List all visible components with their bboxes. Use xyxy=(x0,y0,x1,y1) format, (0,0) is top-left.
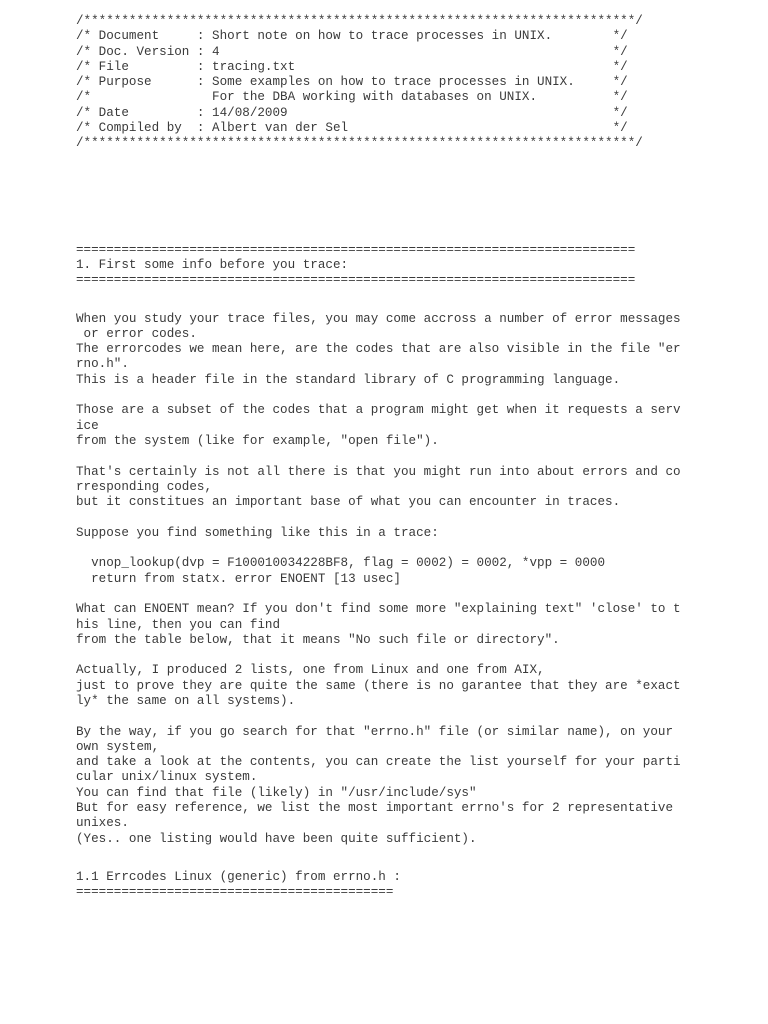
paragraph-line: his line, then you can find xyxy=(76,617,281,632)
paragraph-line: You can find that file (likely) in "/usr/include/sys" xyxy=(76,785,477,800)
paragraph-line: from the system (like for example, "open file"). xyxy=(76,433,439,448)
paragraph-line: rno.h". xyxy=(76,357,129,372)
paragraph-3 xyxy=(76,465,756,511)
paragraph-line: just to prove they are quite the same (there is no garantee that they are *exact xyxy=(76,678,681,693)
paragraph-line: Actually, I produced 2 lists, one from Linux and one from AIX, xyxy=(76,663,545,678)
section-1-heading xyxy=(76,243,756,289)
document-page xyxy=(76,14,756,901)
section-title: 1. First some info before you trace: xyxy=(76,257,349,272)
code-line: return from statx. error ENOENT [13 usec] xyxy=(76,571,401,586)
paragraph-line: By the way, if you go search for that "errno.h" file (or similar name), on your xyxy=(76,724,674,739)
paragraph-line: or error codes. xyxy=(76,326,197,341)
paragraph-line: Suppose you find something like this in a trace: xyxy=(76,525,439,540)
paragraph-5 xyxy=(76,602,756,648)
paragraph-line: Those are a subset of the codes that a program might get when it requests a serv xyxy=(76,403,681,418)
paragraph-1 xyxy=(76,312,756,388)
blank-line xyxy=(76,449,756,464)
blank-line xyxy=(76,510,756,525)
paragraph-line: But for easy reference, we list the most important errno's for 2 representative xyxy=(76,801,674,816)
header-date-line: /* Date : 14/08/2009 */ xyxy=(76,105,628,120)
paragraph-line: What can ENOENT mean? If you don't find some more "explaining text" 'close' to t xyxy=(76,602,681,617)
paragraph-line: (Yes.. one listing would have been quite sufficient). xyxy=(76,831,477,846)
blank-line xyxy=(76,541,756,556)
paragraph-line: ly* the same on all systems). xyxy=(76,693,296,708)
paragraph-line: and take a look at the contents, you can create the list yourself for your parti xyxy=(76,755,681,770)
blank-line xyxy=(76,587,756,602)
header-border-bottom: /*************************************************************************/ xyxy=(76,136,643,151)
section-rule-bottom: ========================================================================== xyxy=(76,273,636,288)
section-rule-top: ========================================================================== xyxy=(76,242,636,257)
paragraph-line: rresponding codes, xyxy=(76,479,213,494)
paragraph-line: unixes. xyxy=(76,816,129,831)
header-purpose-line-2: /* For the DBA working with databases on UNIX. */ xyxy=(76,90,628,105)
trace-code-sample xyxy=(76,556,756,587)
spacer xyxy=(76,847,756,870)
blank-line xyxy=(76,709,756,724)
code-line: vnop_lookup(dvp = F100010034228BF8, flag = 0002) = 0002, *vpp = 0000 xyxy=(76,556,606,571)
section-1-1-heading xyxy=(76,870,756,901)
paragraph-6 xyxy=(76,663,756,709)
paragraph-line: The errorcodes we mean here, are the codes that are also visible in the file "er xyxy=(76,342,681,357)
spacer xyxy=(76,289,756,312)
paragraph-4 xyxy=(76,526,756,541)
paragraph-2 xyxy=(76,403,756,449)
blank-line xyxy=(76,388,756,403)
header-comment-block xyxy=(76,14,756,152)
paragraph-line: cular unix/linux system. xyxy=(76,770,258,785)
paragraph-line: This is a header file in the standard library of C programming language. xyxy=(76,372,621,387)
subsection-title: 1.1 Errcodes Linux (generic) from errno.h : xyxy=(76,869,401,884)
paragraph-line: from the table below, that it means "No such file or directory". xyxy=(76,632,560,647)
paragraph-line: own system, xyxy=(76,739,160,754)
blank-line xyxy=(76,648,756,663)
paragraph-line: ice xyxy=(76,418,99,433)
header-purpose-line: /* Purpose : Some examples on how to trace processes in UNIX. */ xyxy=(76,75,628,90)
subsection-rule: ========================================== xyxy=(76,885,394,900)
paragraph-line: When you study your trace files, you may come accross a number of error messages xyxy=(76,311,681,326)
paragraph-line: That's certainly is not all there is that you might run into about errors and co xyxy=(76,464,681,479)
spacer xyxy=(76,152,756,243)
header-version-line: /* Doc. Version : 4 */ xyxy=(76,44,628,59)
paragraph-7 xyxy=(76,725,756,847)
header-file-line: /* File : tracing.txt */ xyxy=(76,59,628,74)
header-document-line: /* Document : Short note on how to trace processes in UNIX. */ xyxy=(76,29,628,44)
paragraph-line: but it constitues an important base of what you can encounter in traces. xyxy=(76,495,621,510)
header-compiled-line: /* Compiled by : Albert van der Sel */ xyxy=(76,121,628,136)
header-border-top: /*************************************************************************/ xyxy=(76,14,643,28)
